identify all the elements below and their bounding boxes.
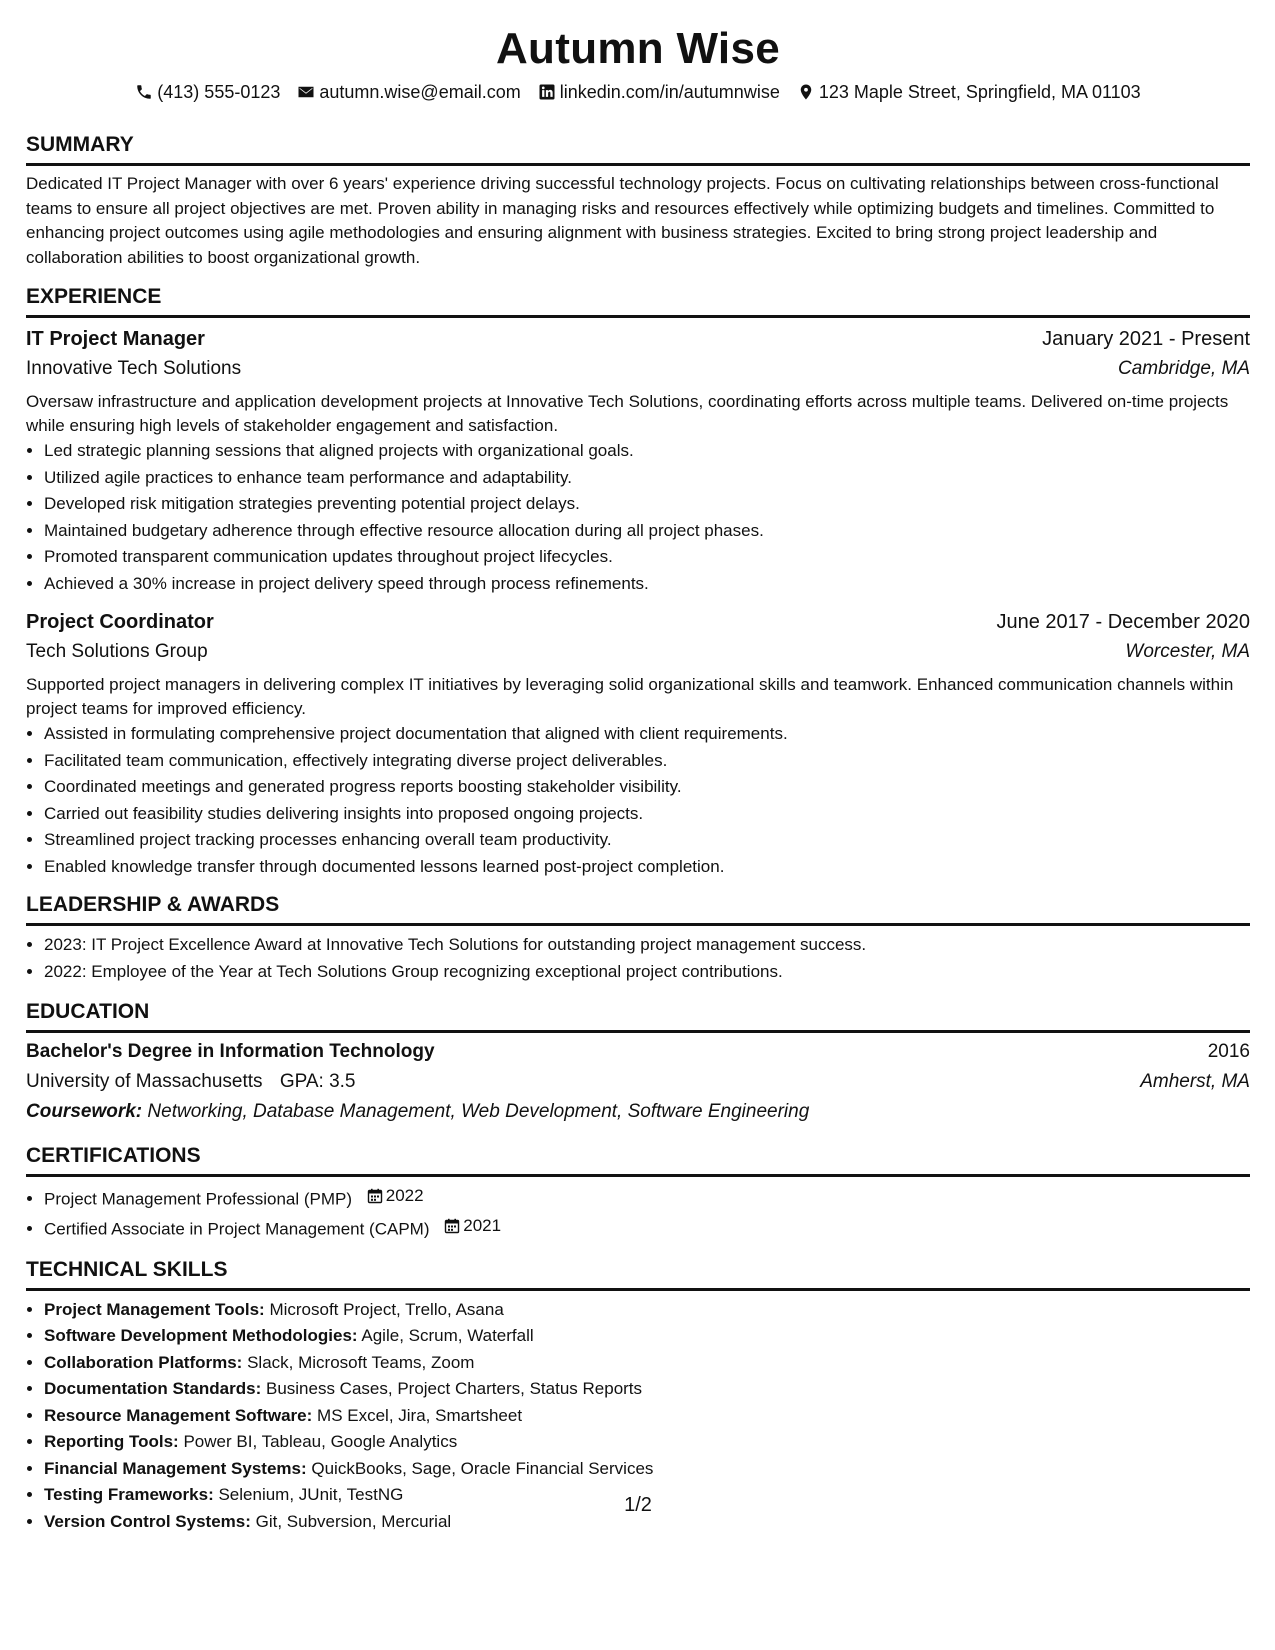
section-title-summary: SUMMARY (26, 132, 1250, 166)
certifications-section (26, 1143, 1250, 1243)
skill-label: Collaboration Platforms: (44, 1352, 243, 1372)
skill-value: Business Cases, Project Charters, Status Reports (265, 1379, 643, 1398)
skill-value: MS Excel, Jira, Smartsheet (317, 1405, 523, 1425)
cert-year: 2021 (463, 1215, 502, 1235)
list-item (44, 1403, 1250, 1430)
list-item: • Maintained budgetary adherence through effective resource allocation during all project phases. (44, 518, 1250, 545)
list-item: • Promoted transparent communication updates throughout project lifecycles. (44, 544, 1250, 571)
contact-address (797, 80, 1141, 104)
list-item: • Developed risk mitigation strategies preventing potential project delays. (44, 491, 1250, 518)
list-item: • Streamlined project tracking processes enhancing overall team productivity. (44, 827, 1250, 854)
cert-name: Certified Associate in Project Management (CAPM) (44, 1219, 430, 1238)
job-entry (26, 607, 1250, 880)
awards-section (26, 892, 1250, 985)
skill-value: Selenium, JUnit, TestNG (218, 1485, 404, 1504)
section-title-education: EDUCATION (26, 999, 1250, 1033)
education-section (26, 999, 1250, 1127)
skill-value: Microsoft Project, Trello, Asana (269, 1299, 504, 1319)
contact-phone (135, 80, 280, 104)
address-text: 123 Maple Street, Springfield, MA 01103 (818, 82, 1141, 102)
section-title-skills: TECHNICAL SKILLS (26, 1257, 1250, 1291)
job-dates: January 2021 - Present (1042, 328, 1250, 350)
phone-icon (135, 83, 153, 101)
skill-label: Documentation Standards: (44, 1379, 262, 1398)
list-item: • Utilized agile practices to enhance team performance and adaptability. (44, 465, 1250, 492)
list-item: • Enabled knowledge transfer through documented lessons learned post-project completion. (44, 854, 1250, 881)
calendar-icon (367, 1188, 383, 1204)
list-item: • 2023: IT Project Excellence Award at Innovative Tech Solutions for outstanding project management success. (44, 932, 1250, 959)
map-marker-icon (797, 83, 815, 101)
list-item (44, 1213, 1250, 1243)
list-item (44, 1376, 1250, 1403)
email-text[interactable]: autumn.wise@email.com (319, 82, 521, 102)
contact-bar (26, 80, 1250, 104)
skill-value: QuickBooks, Sage, Oracle Financial Services (311, 1458, 654, 1478)
resume-page (26, 0, 1250, 1535)
envelope-icon (297, 83, 315, 101)
school-location: Amherst, MA (1140, 1071, 1250, 1092)
section-title-certifications: CERTIFICATIONS (26, 1143, 1250, 1177)
list-item (44, 1456, 1250, 1483)
list-item: • Achieved a 30% increase in project delivery speed through process refinements. (44, 571, 1250, 598)
candidate-name: Autumn Wise (495, 24, 780, 73)
skill-value: Slack, Microsoft Teams, Zoom (247, 1352, 475, 1372)
job-location: Cambridge, MA (1118, 358, 1250, 379)
cert-name: Project Management Professional (PMP) (44, 1189, 353, 1209)
experience-section (26, 284, 1250, 880)
awards-list (26, 932, 1250, 985)
job-location: Worcester, MA (1125, 641, 1250, 662)
job-entry (26, 324, 1250, 597)
cert-year: 2022 (385, 1186, 424, 1205)
list-item (44, 1183, 1250, 1213)
contact-email[interactable] (297, 80, 520, 104)
job-bullets (26, 721, 1250, 880)
skill-value: Agile, Scrum, Waterfall (361, 1326, 534, 1345)
cert-date (444, 1213, 501, 1240)
job-title: Project Coordinator (26, 611, 214, 633)
certifications-list (26, 1183, 1250, 1243)
coursework-text: Networking, Database Management, Web Development, Software Engineering (147, 1101, 810, 1122)
summary-text: Dedicated IT Project Manager with over 6 years' experience driving successful technology projects. Focus on cultivating relationships between cross-functional teams to ensure all project objectives are met. Proven ability in managing risks and resources effectively while optimizing budgets and timelines. Committed to enhancing project outcomes using agile methodologies and ensuring alignment with business strategies. Excited to bring strong project leadership and collaboration abilities to boost organizational growth. (26, 174, 1219, 267)
list-item: • Assisted in formulating comprehensive project documentation that aligned with client requirements. (44, 721, 1250, 748)
job-description: Supported project managers in delivering complex IT initiatives by leveraging solid organizational skills and teamwork. Enhanced communication channels within project teams for improved efficiency. (26, 675, 1234, 718)
school-name: University of Massachusetts (26, 1071, 263, 1092)
phone-text: (413) 555-0123 (157, 82, 281, 102)
cert-date (367, 1183, 424, 1210)
section-title-experience: EXPERIENCE (26, 284, 1250, 318)
list-item: • Led strategic planning sessions that aligned projects with organizational goals. (44, 438, 1250, 465)
skill-label: Software Development Methodologies: (44, 1326, 358, 1345)
section-title-awards: LEADERSHIP & AWARDS (26, 892, 1250, 926)
skill-value: Git, Subversion, Mercurial (255, 1511, 452, 1531)
list-item: • 2022: Employee of the Year at Tech Solutions Group recognizing exceptional project contributions. (44, 959, 1250, 986)
list-item (44, 1297, 1250, 1324)
skill-label: Reporting Tools: (44, 1432, 179, 1451)
list-item: • Coordinated meetings and generated progress reports boosting stakeholder visibility. (44, 774, 1250, 801)
graduation-year: 2016 (1207, 1041, 1250, 1062)
gpa-text: GPA: 3.5 (279, 1071, 356, 1092)
linkedin-icon (538, 83, 556, 101)
degree-title: Bachelor's Degree in Information Technology (26, 1041, 435, 1062)
skill-value: Power BI, Tableau, Google Analytics (183, 1432, 458, 1451)
coursework-label: Coursework: (26, 1101, 143, 1122)
list-item (44, 1350, 1250, 1377)
job-bullets (26, 438, 1250, 597)
list-item (44, 1429, 1250, 1456)
skill-label: Resource Management Software: (44, 1405, 313, 1425)
list-item: • Facilitated team communication, effectively integrating diverse project deliverables. (44, 748, 1250, 775)
job-description: Oversaw infrastructure and application development projects at Innovative Tech Solutions, coordinating efforts across multiple teams. Delivered on-time projects while ensuring high levels of stakeholder engagement and satisfaction. (26, 392, 1229, 435)
job-dates: June 2017 - December 2020 (996, 611, 1250, 633)
job-company: Tech Solutions Group (26, 641, 208, 662)
calendar-icon (444, 1218, 460, 1234)
job-company: Innovative Tech Solutions (26, 358, 242, 379)
list-item: • Carried out feasibility studies delivering insights into proposed ongoing projects. (44, 801, 1250, 828)
page-number: 1/2 (624, 1494, 652, 1516)
summary-section (26, 132, 1250, 270)
skill-label: Testing Frameworks: (44, 1485, 214, 1504)
list-item (44, 1323, 1250, 1350)
coursework (26, 1097, 1250, 1127)
skill-label: Financial Management Systems: (44, 1458, 307, 1478)
job-title: IT Project Manager (26, 328, 205, 350)
contact-linkedin[interactable] (538, 80, 780, 104)
skill-label: Version Control Systems: (44, 1511, 251, 1531)
skill-label: Project Management Tools: (44, 1299, 265, 1319)
linkedin-text[interactable]: linkedin.com/in/autumnwise (559, 82, 780, 102)
